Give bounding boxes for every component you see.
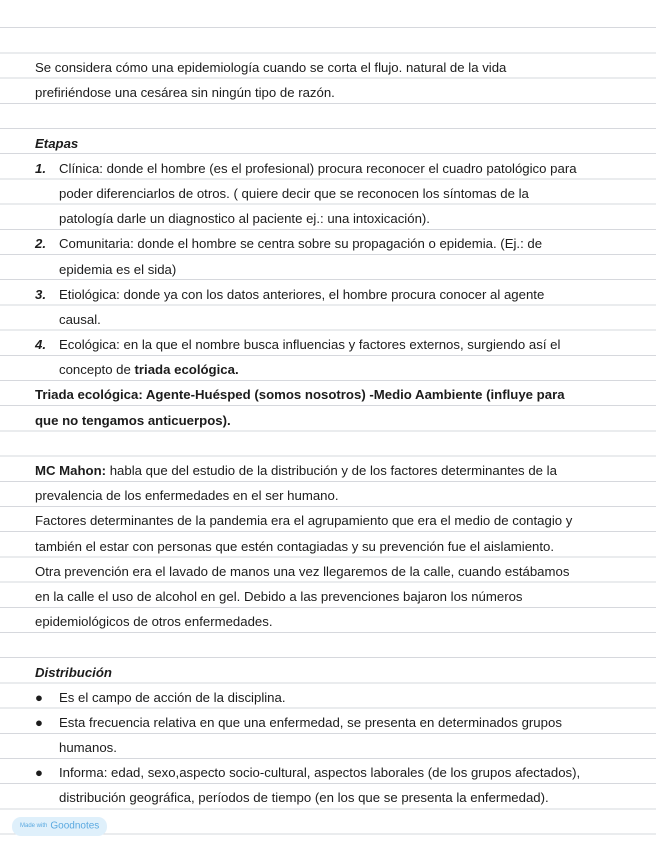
etapas-heading: Etapas (35, 135, 79, 151)
bullet-item: ● Es el campo de acción de la disciplina. (35, 685, 630, 710)
paragraph-line: Factores determinantes de la pandemia era el agrupamiento que era el medio de contagio y (35, 513, 573, 529)
distribucion-heading: Distribución (35, 664, 112, 680)
paragraph-line: epidemiológicos de otros enfermedades. (35, 614, 273, 630)
paragraph-line: Otra prevención era el lavado de manos una vez llegaremos de la calle, cuando estábamos (35, 563, 570, 579)
blank-line (35, 105, 630, 130)
paragraph-line: también el estar con personas que estén contagiadas y su prevención fue el aislamiento. (35, 538, 555, 554)
blank-line (35, 433, 630, 458)
list-item-continuation: poder diferenciarlos de otros. ( quiere decir que se reconocen los síntomas de la (59, 185, 529, 201)
bullet-icon: ● (35, 765, 43, 781)
bullet-item-continuation: distribución geográfica, períodos de tiempo (en los que se presenta la enfermedad). (59, 790, 549, 806)
item-number: 2. (35, 236, 46, 252)
list-item: 1. Clínica: donde el hombre (es el profesional) procura reconocer el cuadro patológico para (35, 156, 630, 181)
bullet-icon: ● (35, 689, 43, 705)
list-item-continuation: patología darle un diagnostico al paciente ej.: una intoxicación). (59, 211, 430, 227)
bullet-item: ● Esta frecuencia relativa en que una enfermedad, se presenta en determinados grupos (35, 710, 630, 735)
mcmahon-label: MC Mahon: (35, 463, 107, 478)
bullet-item: ● Informa: edad, sexo,aspecto socio-cultural, aspectos laborales (de los grupos afectados), (35, 760, 630, 785)
list-item: 4. Ecológica: en la que el nombre busca influencias y factores externos, surgiendo así el (35, 332, 630, 357)
bold-term: triada ecológica. (134, 362, 239, 378)
intro-line: Se considera cómo una epidemiología cuando se corta el flujo. natural de la vida (35, 60, 507, 75)
item-number: 1. (35, 160, 46, 176)
list-item-continuation: epidemia es el sida) (59, 261, 177, 277)
item-number: 4. (35, 337, 46, 353)
blank-line (35, 634, 630, 659)
list-item: 3. Etiológica: donde ya con los datos anteriores, el hombre procura conocer al agente (35, 282, 630, 307)
goodnotes-badge[interactable]: Made with Goodnotes (12, 817, 107, 836)
intro-line: prefiriéndose una cesárea sin ningún tipo de razón. (35, 85, 335, 101)
bullet-item-continuation: humanos. (59, 740, 117, 756)
paragraph-line: en la calle el uso de alcohol en gel. Debido a las prevenciones bajaron los números (35, 588, 523, 604)
note-page (35, 55, 630, 811)
triada-line: Triada ecológica: Agente-Huésped (somos nosotros) -Medio Aambiente (influye para (35, 387, 565, 403)
item-number: 3. (35, 286, 46, 302)
list-item-continuation: causal. (59, 311, 101, 327)
mcmahon-line: MC Mahon: habla que del estudio de la distribución y de los factores determinantes de la (35, 463, 557, 478)
triada-line: que no tengamos anticuerpos). (35, 412, 231, 428)
paragraph-line: prevalencia de los enfermedades en el ser humano. (35, 488, 339, 504)
list-item-continuation: concepto de triada ecológica. (59, 362, 239, 378)
bullet-icon: ● (35, 714, 43, 730)
list-item: 2. Comunitaria: donde el hombre se centra sobre su propagación o epidemia. (Ej.: de (35, 231, 630, 256)
